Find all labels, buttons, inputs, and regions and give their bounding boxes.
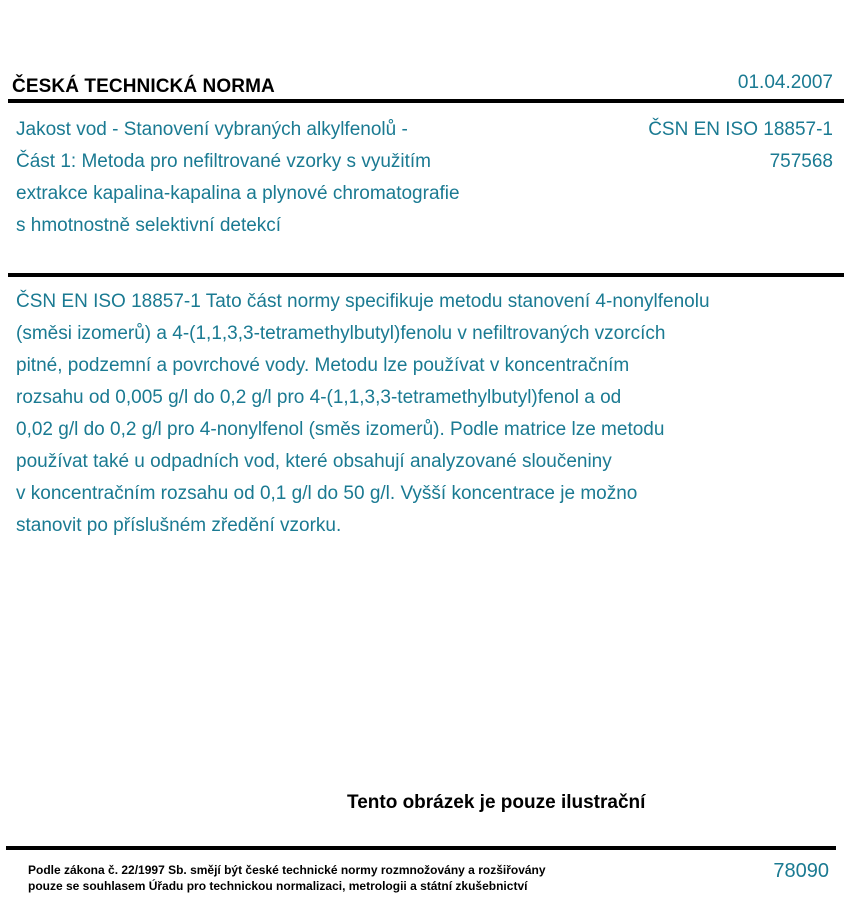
abstract-line: stanovit po příslušném zředění vzorku. (16, 515, 342, 536)
abstract-line: ČSN EN ISO 18857-1 Tato část normy specifikuje metodu stanovení 4-nonylfenolu (16, 291, 710, 312)
publication-date: 01.04.2007 (737, 72, 833, 93)
header-divider (8, 99, 844, 103)
standard-code: ČSN EN ISO 18857-1 (648, 119, 833, 140)
title-line: Jakost vod - Stanovení vybraných alkylfenolů - (16, 119, 408, 140)
header-title: ČESKÁ TECHNICKÁ NORMA (12, 76, 275, 97)
section-divider (8, 273, 844, 277)
footer-divider (6, 846, 836, 850)
abstract-line: používat také u odpadních vod, které obsahují analyzované sloučeniny (16, 451, 612, 472)
legal-line: pouze se souhlasem Úřadu pro technickou normalizaci, metrologii a státní zkušebnictví (28, 879, 528, 893)
abstract-line: v koncentračním rozsahu od 0,1 g/l do 50 g/l. Vyšší koncentrace je možno (16, 483, 638, 504)
catalog-number: 757568 (769, 151, 833, 172)
standard-identifiers (648, 114, 833, 178)
legal-notice (28, 862, 546, 894)
footer-number: 78090 (773, 860, 829, 882)
abstract-line: pitné, podzemní a povrchové vody. Metodu lze používat v koncentračním (16, 355, 630, 376)
title-line: extrakce kapalina-kapalina a plynové chromatografie (16, 183, 460, 204)
abstract-line: 0,02 g/l do 0,2 g/l pro 4-nonylfenol (směs izomerů). Podle matrice lze metodu (16, 419, 665, 440)
title-line: Část 1: Metoda pro nefiltrované vzorky s využitím (16, 151, 431, 172)
abstract-line: rozsahu od 0,005 g/l do 0,2 g/l pro 4-(1,1,3,3-tetramethylbutyl)fenol a od (16, 387, 622, 408)
abstract-text (16, 286, 836, 542)
document-title (16, 114, 576, 242)
illustration-note: Tento obrázek je pouze ilustrační (347, 792, 646, 813)
legal-line: Podle zákona č. 22/1997 Sb. smějí být české technické normy rozmnožovány a rozšiřovány (28, 863, 546, 877)
title-line: s hmotnostně selektivní detekcí (16, 215, 282, 236)
abstract-line: (směsi izomerů) a 4-(1,1,3,3-tetramethylbutyl)fenolu v nefiltrovaných vzorcích (16, 323, 666, 344)
